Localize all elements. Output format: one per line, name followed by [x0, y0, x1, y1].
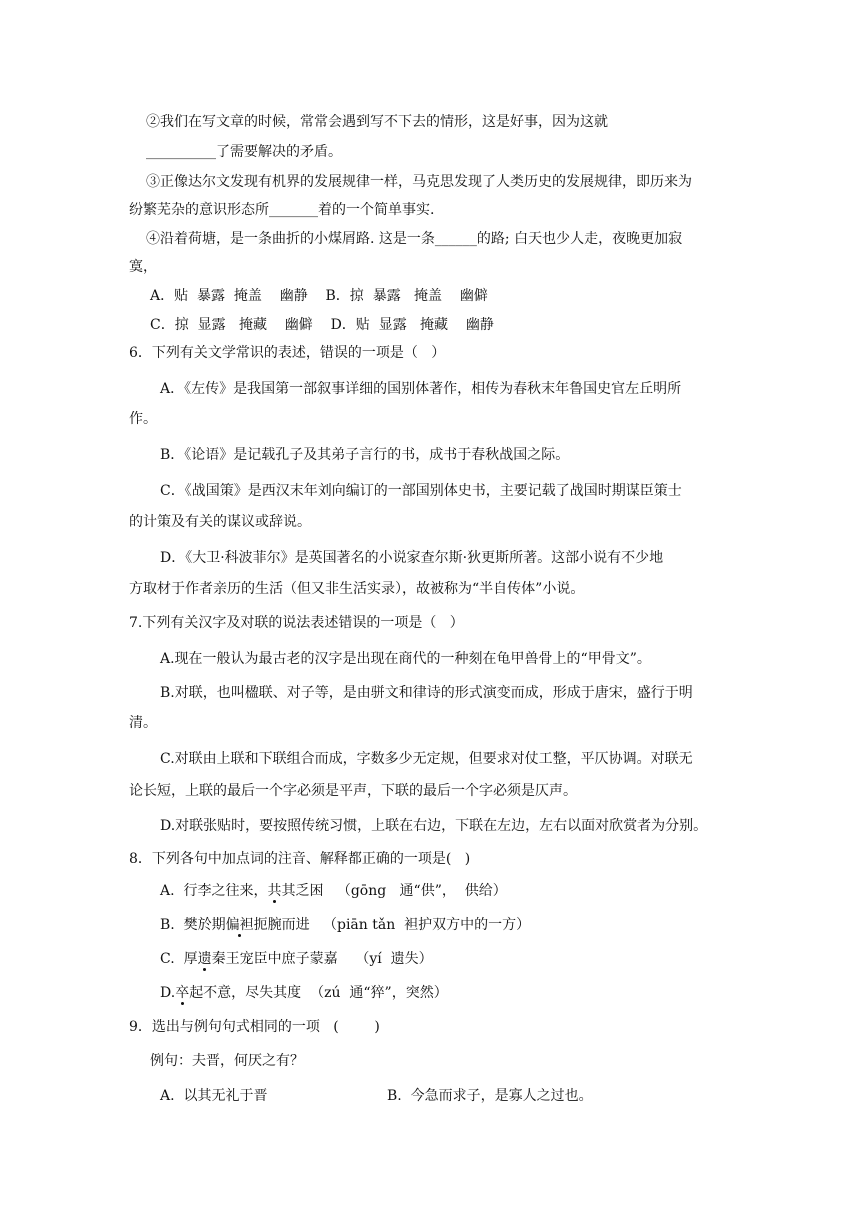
option-c-continued: 论长短，上联的最后一个字必须是平声，下联的最后一个字必须是仄声。	[129, 783, 577, 799]
option-text: 扼腕而进 （piān tǎn 袒护双方中的一方）	[253, 917, 531, 933]
text-line: ②我们在写文章的时候，常常会遇到写不下去的情形，这是好事，因为这就	[146, 114, 608, 130]
option-b: B.对联，也叫楹联、对子等，是由骈文和律诗的形式演变而成，形成于唐宋，盛行于明	[160, 685, 693, 701]
option-text: B. 樊於期	[160, 917, 226, 933]
option-c-continued: 的计策及有关的谋议或辞说。	[129, 514, 311, 530]
question-stem: 8．下列各句中加点词的注音、解释都正确的一项是( )	[129, 851, 471, 867]
option-text: C. 厚	[160, 951, 198, 967]
option-b: B．《论语》是记载孔子及其弟子言行的书，成书于春秋战国之际。	[160, 447, 570, 463]
option-a: A．《左传》是我国第一部叙事详细的国别体著作，相传为春秋末年鲁国史官左丘明所	[160, 381, 682, 397]
option-b-continued: 清。	[129, 715, 157, 731]
option-text: A. 行李之往来，	[160, 883, 268, 899]
option-text: 其乏困 （gōng 通“供”， 供给）	[281, 883, 507, 899]
option-c: C.对联由上联和下联组合而成，字数多少无定规，但要求对仗工整，平仄协调。对联无	[160, 751, 693, 767]
question-stem: 6．下列有关文学常识的表述，错误的一项是（ ）	[129, 345, 446, 361]
option-a: A. 以其无礼于晋	[160, 1088, 268, 1104]
text-line-with-blank: __________了需要解决的矛盾。	[146, 144, 342, 160]
option-a	[160, 882, 507, 900]
dotted-word: 偏袒	[225, 917, 254, 933]
option-a: A.现在一般认为最古老的汉字是出现在商代的一种刻在龟甲兽骨上的“甲骨文”。	[160, 651, 651, 667]
question-stem: 7.下列有关汉字及对联的说法表述错误的一项是（ ）	[129, 615, 464, 631]
option-d: D.对联张贴时，要按照传统习惯，上联在右边，下联在左边，左右以面对欣赏者为分别。	[160, 818, 708, 834]
option-d-continued: 方取材于作者亲历的生活（但又非生活实录），故被称为“半自传体”小说。	[129, 581, 585, 597]
text-line-with-blank: 纷繁芜杂的意识形态所_______着的一个简单事实.	[129, 202, 435, 218]
example-sentence: 例句：夫晋，何厌之有？	[150, 1053, 304, 1069]
option-text: D.	[160, 985, 176, 1001]
option-c	[160, 950, 433, 968]
text-line: 寞，	[129, 259, 157, 275]
option-row: A．贴 暴露 掩盖 幽静 B．掠 暴露 掩盖 幽僻	[150, 288, 488, 304]
dotted-word: 卒	[175, 985, 190, 1001]
dotted-word: 遗	[197, 951, 212, 967]
text-line: ③正像达尔文发现有机界的发展规律一样，马克思发现了人类历史的发展规律，即历来为	[146, 174, 692, 190]
option-c: C．《战国策》是西汉末年刘向编订的一部国别体史书，主要记载了战国时期谋臣策士	[160, 483, 682, 499]
option-b: B. 今急而求子，是寡人之过也。	[387, 1088, 593, 1104]
option-text: 秦王宠臣中庶子蒙嘉 （yí 遗失）	[211, 951, 433, 967]
option-row: C．掠 显露 掩藏 幽僻 D．贴 显露 掩藏 幽静	[150, 317, 494, 333]
option-a-continued: 作。	[129, 411, 157, 427]
dotted-word: 共	[267, 883, 282, 899]
option-text: 起不意，尽失其度 （zú 通“猝”，突然）	[189, 985, 448, 1001]
text-line-with-blank: ④沿着荷塘，是一条曲折的小煤屑路. 这是一条______的路; 白天也少人走，夜晚更加寂	[146, 231, 683, 247]
option-d	[160, 984, 448, 1002]
option-d: D．《大卫·科波菲尔》是英国著名的小说家查尔斯·狄更斯所著。这部小说有不少地	[160, 550, 664, 566]
option-b	[160, 916, 530, 934]
question-stem: 9．选出与例句句式相同的一项 ( )	[129, 1019, 380, 1035]
